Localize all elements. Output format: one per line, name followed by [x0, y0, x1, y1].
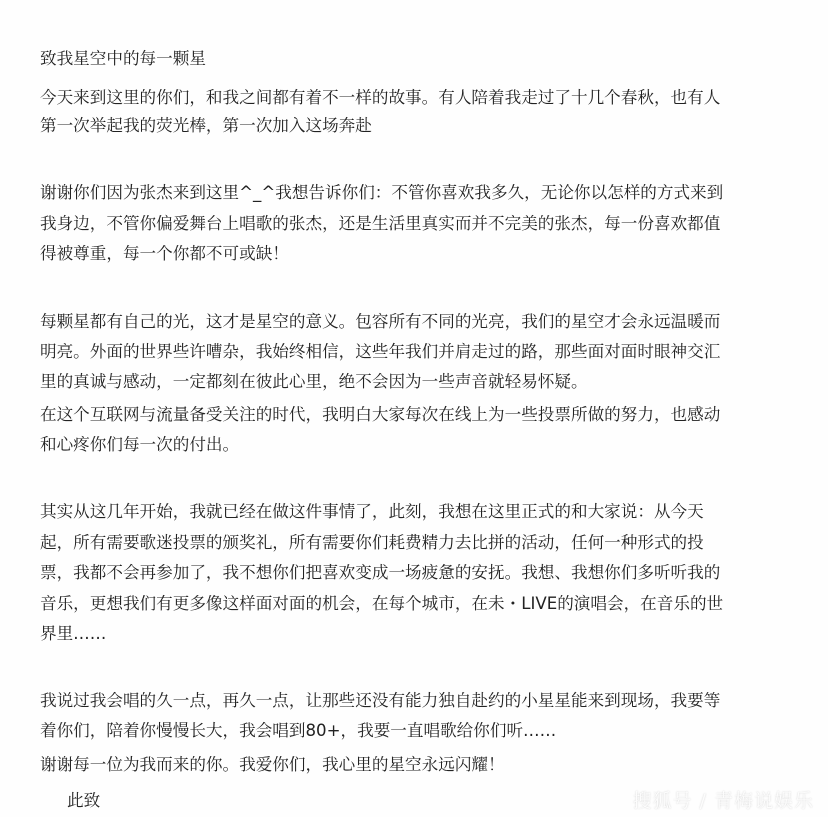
paragraph-5-line-1: 其实从这几年开始，我就已经在做这件事情了，此刻，我想在这里正式的和大家说：从今天: [40, 502, 704, 521]
paragraph-6-line-1: 我说过我会唱的久一点，再久一点，让那些还没有能力独自赴约的小星星能来到现场，我要等: [40, 691, 721, 710]
paragraph-3-line-1: 每颗星都有自己的光，这才是星空的意义。包容所有不同的光亮，我们的星空才会永远温暖而: [40, 312, 721, 331]
paragraph-2-line-3: 得被尊重，每一个你都不可或缺！: [40, 244, 289, 263]
paragraph-4-line-1: 在这个互联网与流量备受关注的时代，我明白大家每次在线上为一些投票所做的努力，也感动: [40, 405, 721, 424]
letter-greeting: 致我星空中的每一颗星: [40, 49, 206, 68]
source-watermark: 搜狐号 / 青梅说娱乐: [632, 790, 814, 812]
paragraph-5-line-5: 界里……: [40, 624, 107, 643]
paragraph-5-line-2: 起，所有需要歌迷投票的颁奖礼，所有需要你们耗费精力去比拼的活动，任何一种形式的投: [40, 533, 704, 552]
paragraph-3-line-2: 明亮。外面的世界些许嘈杂，我始终相信，这些年我们并肩走过的路，那些面对面时眼神交汇: [40, 342, 721, 361]
paragraph-7-line-1: 谢谢每一位为我而来的你。我爱你们，我心里的星空永远闪耀！: [40, 755, 505, 774]
paragraph-2-line-2: 我身边，不管你偏爱舞台上唱歌的张杰，还是生活里真实而并不完美的张杰，每一份喜欢都值: [40, 214, 721, 233]
paragraph-1-line-2: 第一次举起我的荧光棒，第一次加入这场奔赴: [40, 116, 372, 135]
paragraph-2-line-1: 谢谢你们因为张杰来到这里^_^我想告诉你们：不管你喜欢我多久，无论你以怎样的方式来到: [40, 183, 724, 202]
paragraph-3-line-3: 里的真诚与感动，一定都刻在彼此心里，绝不会因为一些声音就轻易怀疑。: [40, 372, 588, 391]
paragraph-6-line-2: 着你们，陪着你慢慢长大，我会唱到80+，我要一直唱歌给你们听……: [40, 721, 557, 740]
paragraph-5-line-3: 票，我都不会再参加了，我不想你们把喜欢变成一场疲惫的安抚。我想、我想你们多听听我的: [40, 563, 721, 582]
letter-closing: 此致: [67, 791, 101, 810]
paragraph-5-line-4: 音乐，更想我们有更多像这样面对面的机会，在每个城市，在未・LIVE的演唱会，在音乐的世: [40, 594, 724, 613]
paragraph-1-line-1: 今天来到这里的你们，和我之间都有着不一样的故事。有人陪着我走过了十几个春秋，也有人: [40, 88, 721, 107]
paragraph-4-line-2: 和心疼你们每一次的付出。: [40, 435, 240, 454]
